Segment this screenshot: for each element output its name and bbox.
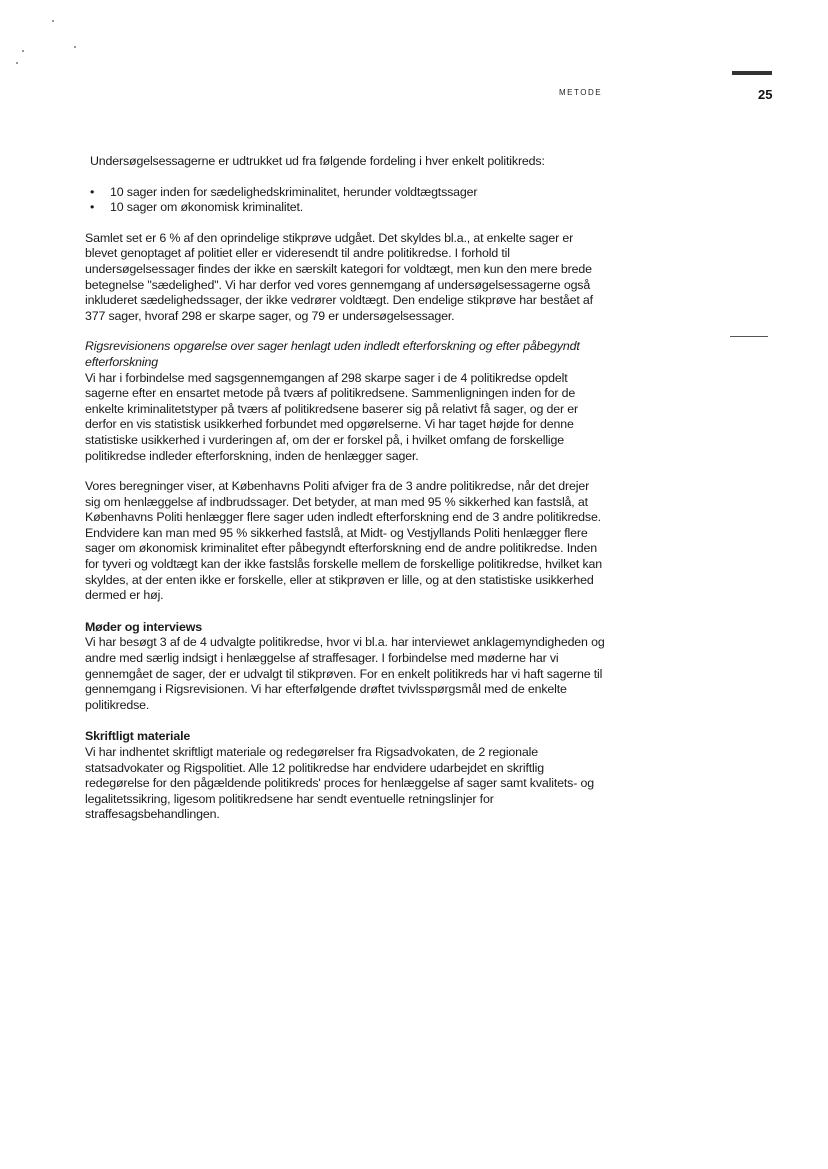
intro-paragraph: Undersøgelsessagerne er udtrukket ud fra følgende fordeling i hver enkelt politikreds: [90, 154, 545, 168]
scan-speck [52, 20, 54, 22]
sample-paragraph: Samlet set er 6 % af den oprindelige stikprøve udgået. Det skyldes bl.a., at enkelte sager er blevet genoptaget af politiet eller er videresendt til andre politikredse. I forhold til undersøgelsessager findes der ikke en særskilt kategori for voldtægt, men kun den mere brede betegnelse "sædelighed". Vi har derfor ved vores gennemgang af undersøgelsessagerne også inkluderet sædelighedssager, der ikke vedrører voldtægt. Den endelige stikprøve har bestået af 377 sager, hvoraf 298 er skarpe sager, og 79 er undersøgelsessager. [85, 230, 593, 323]
margin-rule [730, 336, 768, 337]
scan-speck [22, 50, 24, 52]
list-item [90, 200, 605, 216]
meetings-paragraph: Vi har besøgt 3 af de 4 udvalgte politikredse, hvor vi bl.a. har interviewet anklagemyndigheden og andre med særlig indsigt i henlæggelse af straffesager. I forbindelse med møderne har vi gennemgået de sager, der er udvalgt til stikprøven. For en enkelt politikreds har vi haft sagerne til gennemgang i Rigsrevisionen. Vi har efterfølgende drøftet tvivlsspørgsmål med de enkelte politikredse. [85, 635, 605, 712]
rigsrevisionen-paragraph: Vi har i forbindelse med sagsgennemgangen af 298 skarpe sager i de 4 politikredse opdelt sagerne efter en ensartet metode på tværs af politikredsene. Sammenligningen inden for de enkelte kriminalitetstyper på tværs af politikredsene baserer sig på relativt få sager, og der er derfor en vis statistisk usikkerhed forbundet med opgørelserne. Vi har taget højde for denne statistiske usikkerhed i vurderingen af, om der er forskel på, i hvilket omfang de forskellige politikredse indleder efterforskning, inden de henlægger sager. [85, 370, 579, 463]
header-rule [732, 71, 772, 75]
distribution-list [90, 185, 605, 216]
body-text [85, 154, 605, 823]
scan-speck [16, 62, 18, 64]
written-material-paragraph: Vi har indhentet skriftligt materiale og redegørelser fra Rigsadvokaten, de 2 regionale statsadvokater og Rigspolitiet. Alle 12 politikredse har endvidere udarbejdet en skriftlig redegørelse for den pågældende politikreds' proces for henlæggelse af sager samt kvalitets- og legalitetssikring, ligesom politikredsene har sendt eventuelle retningslinjer for straffesagsbehandlingen. [85, 745, 594, 822]
page-number: 25 [758, 87, 773, 102]
rigsrevisionen-heading: Rigsrevisionens opgørelse over sager henlagt uden indledt efterforskning og efter påbegyndt efterforskning [85, 339, 580, 369]
list-item-text: 10 sager om økonomisk kriminalitet. [110, 200, 304, 215]
list-item [90, 185, 605, 201]
meetings-heading: Møder og interviews [85, 619, 202, 634]
scan-speck [74, 46, 76, 48]
bullet-icon: • [90, 200, 95, 215]
written-material-heading: Skriftligt materiale [85, 729, 191, 744]
bullet-icon: • [90, 184, 95, 199]
calculations-paragraph: Vores beregninger viser, at Københavns Politi afviger fra de 3 andre politikredse, når det drejer sig om henlæggelse af indbrudssager. Det betyder, at man med 95 % sikkerhed kan fastslå, at Københavns Politi henlægger flere sager uden indledt efterforskning end de 3 andre politikredse. Endvidere kan man med 95 % sikkerhed fastslå, at Midt- og Vestjyllands Politi henlægger flere sager om økonomisk kriminalitet efter påbegyndt efterforskning end de andre politikredse. Inden for tyveri og voldtægt kan der ikke fastslås forskelle mellem de forskellige politikredse, hvilket kan skyldes, at der enten ikke er forskelle, eller at stikprøven er lille, og at den statistiske usikkerhed dermed er høj. [85, 479, 603, 603]
list-item-text: 10 sager inden for sædelighedskriminalitet, herunder voldtægtssager [110, 184, 478, 199]
section-label: METODE [559, 88, 603, 97]
